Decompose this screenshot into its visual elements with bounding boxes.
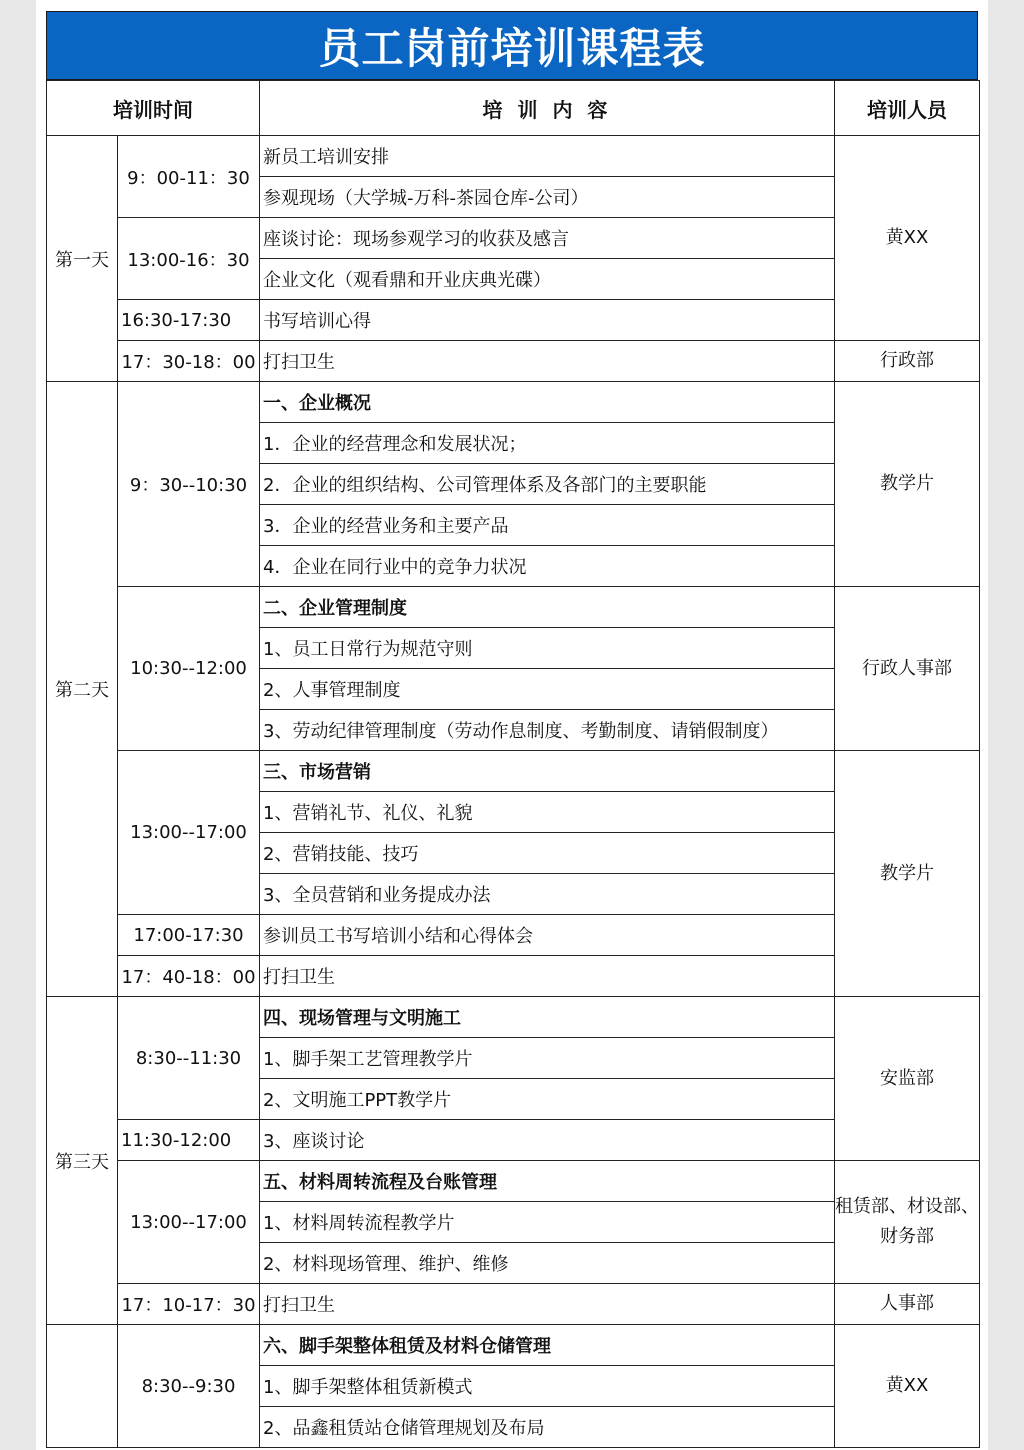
content-cell: 参观现场（大学城-万科-茶园仓库-公司） xyxy=(260,177,835,218)
content-cell: 参训员工书写培训小结和心得体会 xyxy=(260,915,835,956)
time-cell: 17：30-18：00 xyxy=(118,341,260,382)
page-title: 员工岗前培训课程表 xyxy=(46,11,978,80)
time-cell: 8:30--9:30 xyxy=(118,1325,260,1448)
table-row xyxy=(47,1161,980,1202)
content-cell: 一、企业概况 xyxy=(260,382,835,423)
person-cell: 黄XX xyxy=(835,136,980,341)
person-cell: 教学片 xyxy=(835,751,980,997)
header-row xyxy=(47,81,980,136)
content-cell: 打扫卫生 xyxy=(260,341,835,382)
table-row xyxy=(47,341,980,382)
header-content: 培 训 内 容 xyxy=(260,81,835,136)
header-time: 培训时间 xyxy=(47,81,260,136)
person-cell: 黄XX xyxy=(835,1325,980,1448)
content-cell: 2、文明施工PPT教学片 xyxy=(260,1079,835,1120)
day-label: 第二天 xyxy=(47,382,118,997)
content-cell: 三、市场营销 xyxy=(260,751,835,792)
time-cell: 16:30-17:30 xyxy=(118,300,260,341)
time-cell: 9：00-11：30 xyxy=(118,136,260,218)
schedule-table xyxy=(46,80,980,1448)
content-cell: 2、材料现场管理、维护、维修 xyxy=(260,1243,835,1284)
table-row xyxy=(47,382,980,423)
person-cell: 教学片 xyxy=(835,382,980,587)
content-cell: 二、企业管理制度 xyxy=(260,587,835,628)
content-cell: 四、现场管理与文明施工 xyxy=(260,997,835,1038)
table-row xyxy=(47,751,980,792)
person-cell: 人事部 xyxy=(835,1284,980,1325)
time-cell: 17：10-17：30 xyxy=(118,1284,260,1325)
person-cell: 行政部 xyxy=(835,341,980,382)
day-label xyxy=(47,1325,118,1448)
person-cell: 行政人事部 xyxy=(835,587,980,751)
content-cell: 书写培训心得 xyxy=(260,300,835,341)
content-cell: 座谈讨论：现场参观学习的收获及感言 xyxy=(260,218,835,259)
content-cell: 2、人事管理制度 xyxy=(260,669,835,710)
content-cell: 1、员工日常行为规范守则 xyxy=(260,628,835,669)
header-person: 培训人员 xyxy=(835,81,980,136)
time-cell: 17：40-18：00 xyxy=(118,956,260,997)
content-cell: 2、品鑫租赁站仓储管理规划及布局 xyxy=(260,1407,835,1448)
content-cell: 打扫卫生 xyxy=(260,1284,835,1325)
table-row xyxy=(47,587,980,628)
time-cell: 8:30--11:30 xyxy=(118,997,260,1120)
day-label: 第三天 xyxy=(47,997,118,1325)
content-cell: 2．企业的组织结构、公司管理体系及各部门的主要职能 xyxy=(260,464,835,505)
content-cell: 3、劳动纪律管理制度（劳动作息制度、考勤制度、请销假制度） xyxy=(260,710,835,751)
time-cell: 10:30--12:00 xyxy=(118,587,260,751)
content-cell: 新员工培训安排 xyxy=(260,136,835,177)
time-cell: 11:30-12:00 xyxy=(118,1120,260,1161)
content-cell: 1、脚手架工艺管理教学片 xyxy=(260,1038,835,1079)
content-cell: 2、营销技能、技巧 xyxy=(260,833,835,874)
content-cell: 4．企业在同行业中的竞争力状况 xyxy=(260,546,835,587)
table-row xyxy=(47,1284,980,1325)
person-cell: 租赁部、材设部、财务部 xyxy=(835,1161,980,1284)
content-cell: 3．企业的经营业务和主要产品 xyxy=(260,505,835,546)
time-cell: 9：30--10:30 xyxy=(118,382,260,587)
table-row xyxy=(47,1325,980,1366)
content-cell: 企业文化（观看鼎和开业庆典光碟） xyxy=(260,259,835,300)
content-cell: 1、材料周转流程教学片 xyxy=(260,1202,835,1243)
table-row xyxy=(47,997,980,1038)
content-cell: 打扫卫生 xyxy=(260,956,835,997)
day-label: 第一天 xyxy=(47,136,118,382)
time-cell: 17:00-17:30 xyxy=(118,915,260,956)
content-cell: 六、脚手架整体租赁及材料仓储管理 xyxy=(260,1325,835,1366)
content-cell: 五、材料周转流程及台账管理 xyxy=(260,1161,835,1202)
content-cell: 1、营销礼节、礼仪、礼貌 xyxy=(260,792,835,833)
table-row xyxy=(47,136,980,177)
time-cell: 13:00--17:00 xyxy=(118,1161,260,1284)
person-cell: 安监部 xyxy=(835,997,980,1161)
content-cell: 3、座谈讨论 xyxy=(260,1120,835,1161)
content-cell: 1．企业的经营理念和发展状况； xyxy=(260,423,835,464)
time-cell: 13:00-16：30 xyxy=(118,218,260,300)
content-cell: 1、脚手架整体租赁新模式 xyxy=(260,1366,835,1407)
content-cell: 3、全员营销和业务提成办法 xyxy=(260,874,835,915)
time-cell: 13:00--17:00 xyxy=(118,751,260,915)
